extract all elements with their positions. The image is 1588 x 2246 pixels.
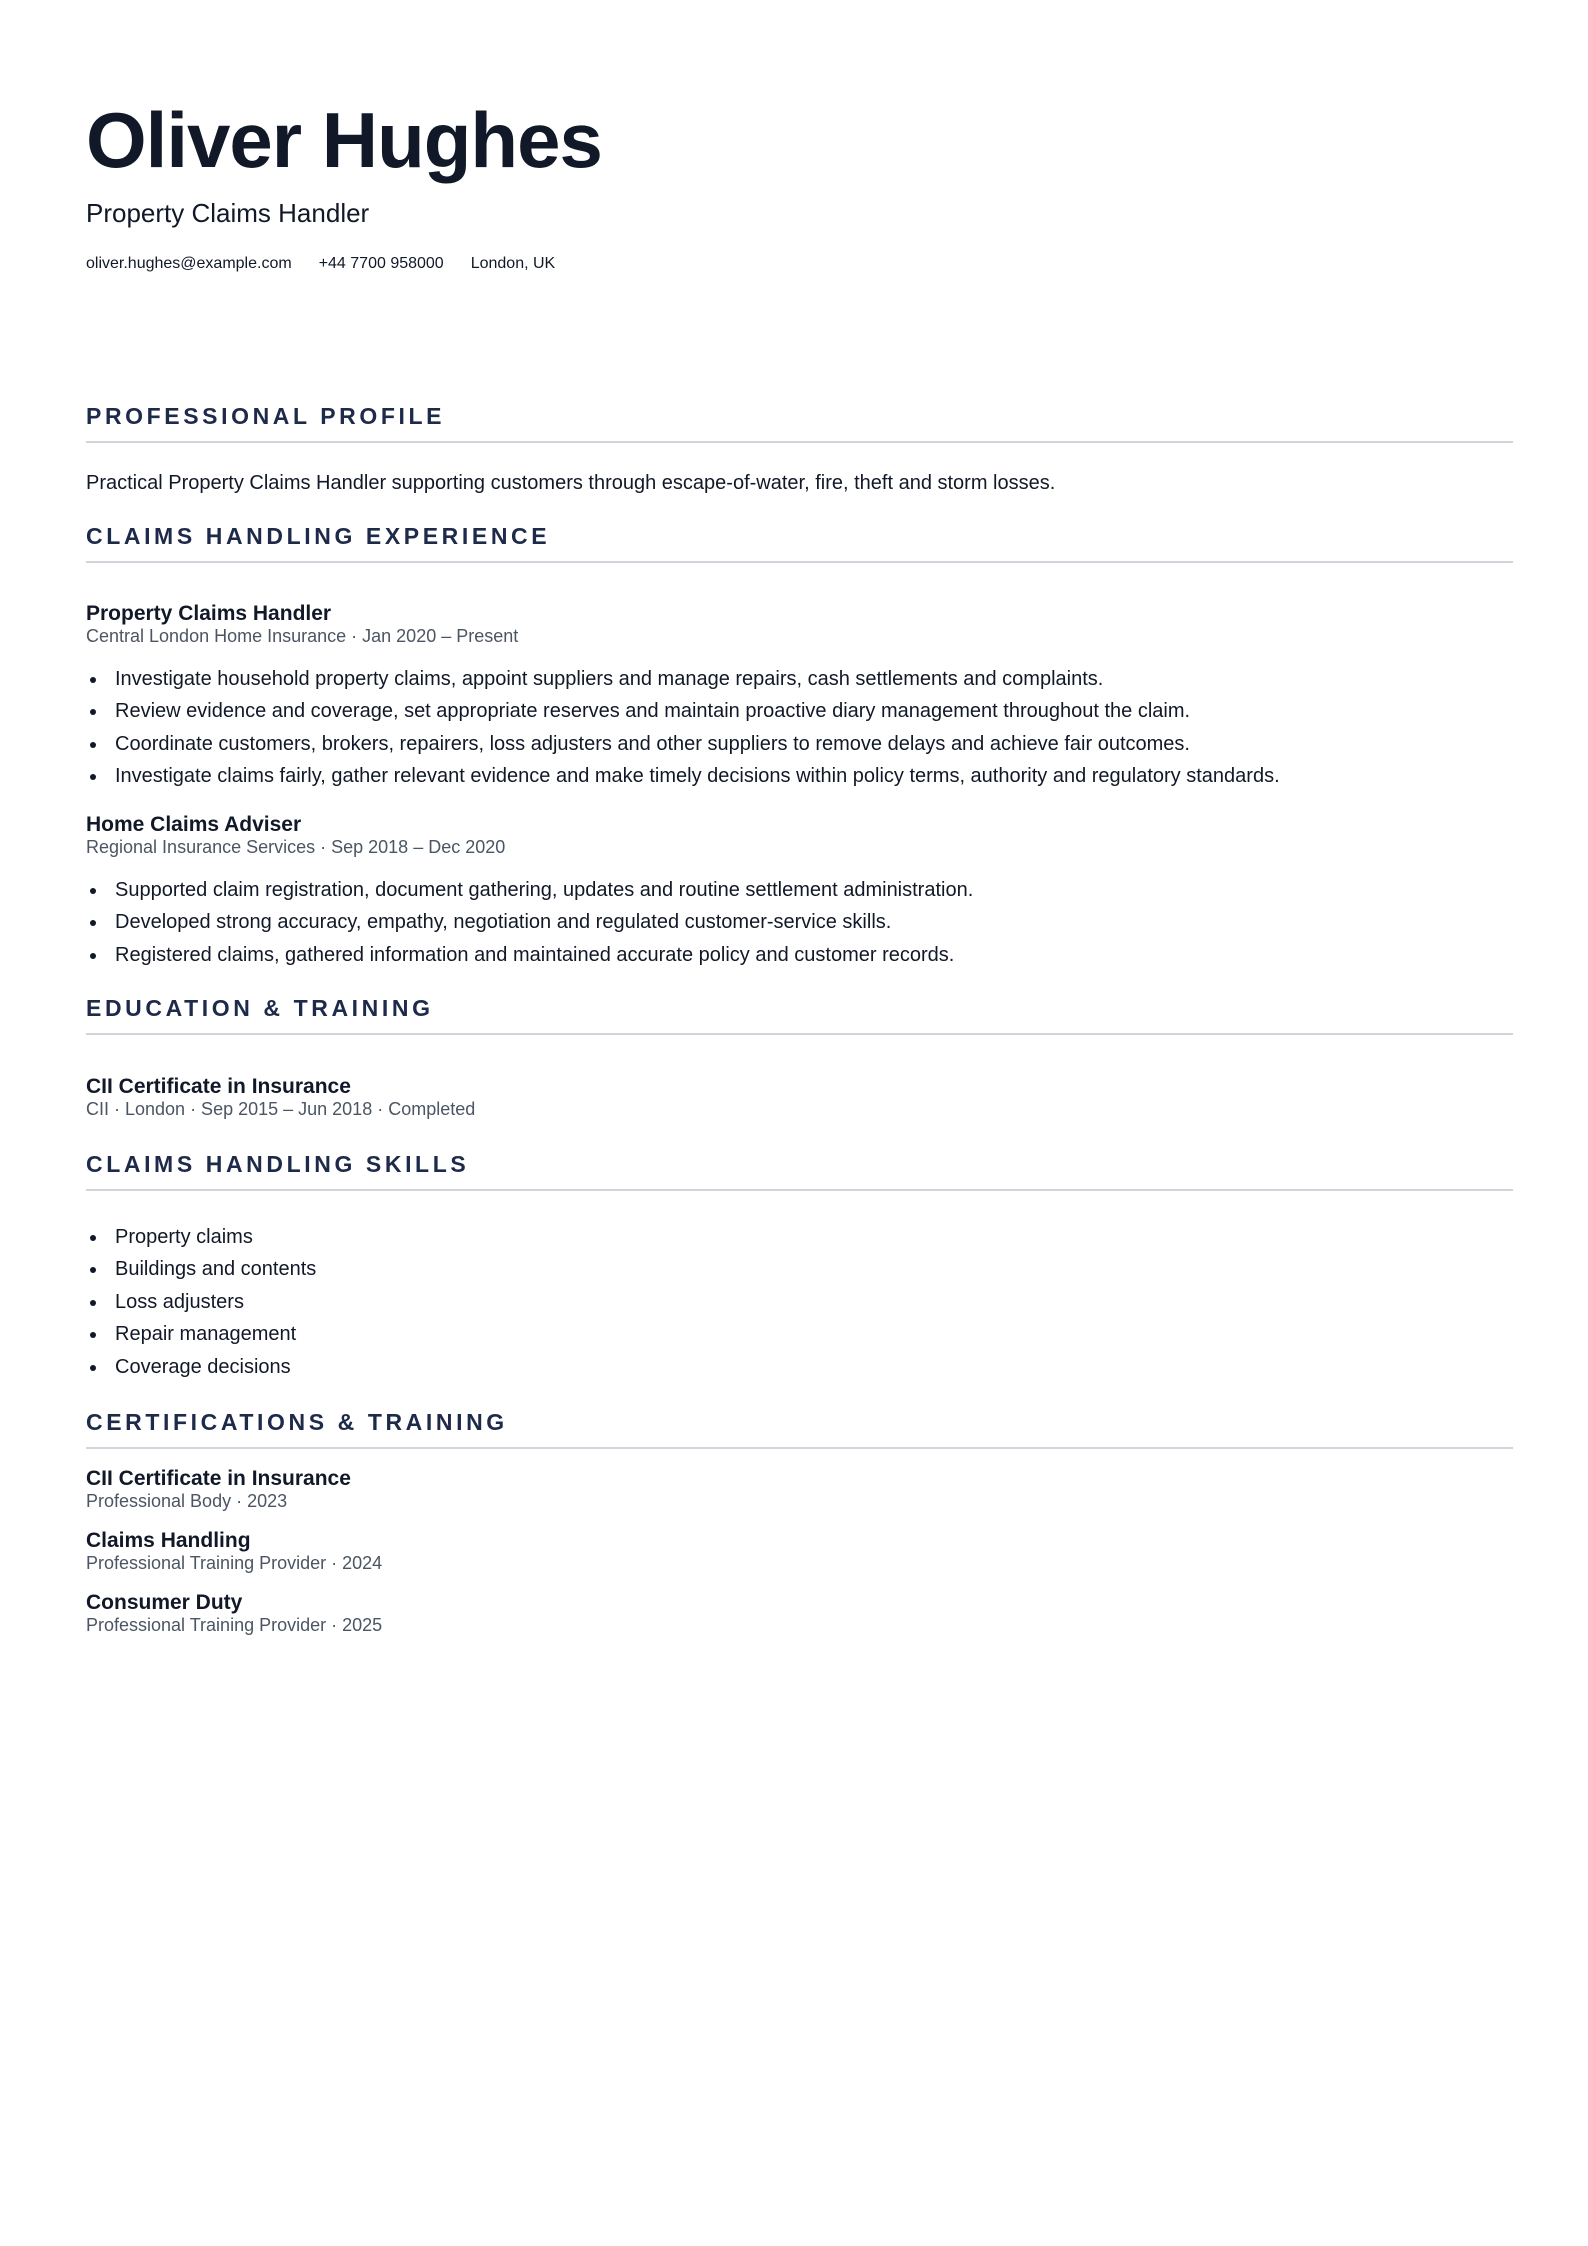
skill-item: Loss adjusters [86,1288,316,1320]
certification-meta: Professional Training Provider · 2024 [86,1553,383,1573]
section-title-profile: PROFESSIONAL PROFILE [86,403,446,429]
skill-item: Buildings and contents [86,1255,316,1287]
skills-list [86,1223,316,1385]
section-title-certifications: CERTIFICATIONS & TRAINING [86,1409,508,1435]
section-divider [86,1447,1513,1449]
certification-title: Claims Handling [86,1529,251,1552]
skill-item: Property claims [86,1223,316,1255]
job-title: Home Claims Adviser [86,813,302,836]
job-title: Property Claims Handler [86,602,332,625]
contact-location: London, UK [470,255,556,272]
list-item: Investigate claims fairly, gather relevant evidence and make timely decisions within policy terms, authority and regulatory standards. [86,762,1280,794]
list-item: Developed strong accuracy, empathy, negotiation and regulated customer-service skills. [86,908,973,940]
section-divider [86,1033,1513,1035]
job-meta: Regional Insurance Services · Sep 2018 – Dec 2020 [86,837,506,857]
education-meta: CII · London · Sep 2015 – Jun 2018 · Completed [86,1099,476,1119]
contact-line [86,253,555,275]
section-divider [86,441,1513,443]
skill-item: Coverage decisions [86,1353,316,1385]
list-item: Investigate household property claims, appoint suppliers and manage repairs, cash settlements and complaints. [86,665,1280,697]
profile-summary: Practical Property Claims Handler supporting customers through escape-of-water, fire, theft and storm losses. [86,472,1056,494]
certification-title: Consumer Duty [86,1591,243,1614]
certification-meta: Professional Training Provider · 2025 [86,1615,383,1635]
contact-phone: +44 7700 958000 [318,255,444,272]
contact-email: oliver.hughes@example.com [86,255,292,272]
section-title-experience: CLAIMS HANDLING EXPERIENCE [86,523,551,549]
section-divider [86,561,1513,563]
job-bullets [86,665,1280,795]
list-item: Review evidence and coverage, set appropriate reserves and maintain proactive diary management throughout the claim. [86,697,1280,729]
list-item: Registered claims, gathered information and maintained accurate policy and customer records. [86,941,973,973]
section-title-skills: CLAIMS HANDLING SKILLS [86,1151,470,1177]
list-item: Supported claim registration, document gathering, updates and routine settlement administration. [86,876,973,908]
education-title: CII Certificate in Insurance [86,1075,351,1098]
candidate-role: Property Claims Handler [86,198,370,228]
list-item: Coordinate customers, brokers, repairers, loss adjusters and other suppliers to remove delays and achieve fair outcomes. [86,730,1280,762]
job-meta: Central London Home Insurance · Jan 2020 – Present [86,626,519,646]
candidate-name: Oliver Hughes [86,96,602,184]
section-divider [86,1189,1513,1191]
skill-item: Repair management [86,1320,316,1352]
section-title-education: EDUCATION & TRAINING [86,995,434,1021]
certification-title: CII Certificate in Insurance [86,1467,351,1490]
certification-meta: Professional Body · 2023 [86,1491,288,1511]
job-bullets [86,876,973,973]
